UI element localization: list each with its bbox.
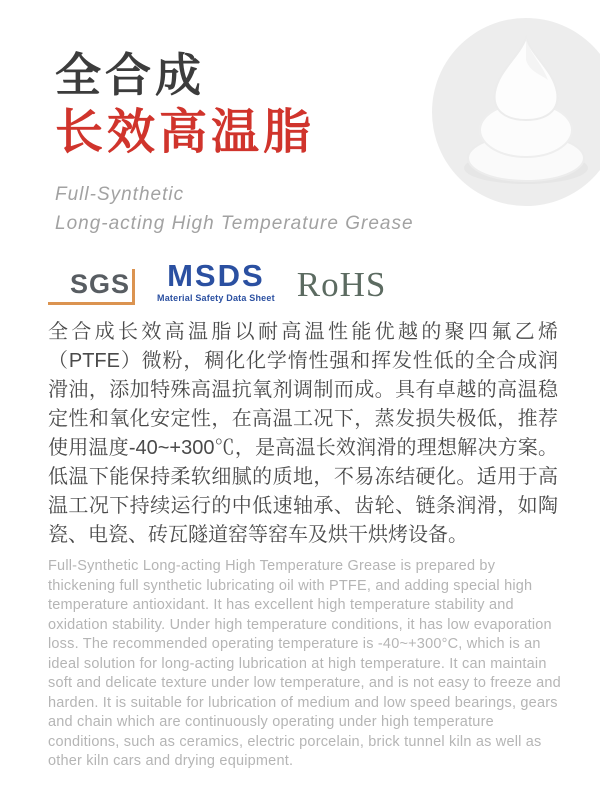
msds-caption: Material Safety Data Sheet	[157, 293, 275, 303]
product-photo	[432, 18, 600, 206]
msds-logo	[157, 260, 275, 305]
product-title-line2: 长效高温脂	[55, 106, 316, 159]
description-chinese: 全合成长效高温脂以耐高温性能优越的聚四氟乙烯（PTFE）微粉，稠化化学惰性强和挥发性低的全合成润滑油，添加特殊高温抗氧剂调制而成。具有卓越的高温稳定性和氧化安定性，在高温工况下，蒸发损失极低，推荐使用温度-40~+300℃，是高温长效润滑的理想解决方案。低温下能保持柔软细腻的质地，不易冻结硬化。适用于高温工况下持续运行的中低速轴承、齿轮、链条润滑，如陶瓷、电瓷、砖瓦隧道窑等窑车及烘干烘烤设备。	[48, 321, 558, 546]
product-title	[55, 46, 315, 162]
product-title-line1: 全合成	[55, 49, 205, 101]
grease-dollop-icon	[460, 30, 592, 188]
subtitle-line1: Full-Synthetic	[55, 184, 185, 205]
msds-label: MSDS	[167, 258, 265, 293]
rohs-label: RoHS	[296, 265, 387, 304]
sgs-label: SGS	[70, 269, 131, 299]
product-subtitle-english	[55, 180, 414, 238]
certification-logos	[48, 260, 386, 305]
description-english: Full-Synthetic Long-acting High Temperature Grease is prepared by thickening full synthetic lubricating oil with PTFE, and adding special high temperature antioxidant. It has excellent high temperature stability and oxidation stability. Under high temperature conditions, it has low evaporation loss. The recommended operating temperature is -40~+300°C, which is an ideal solution for long-acting lubrication at high temperature. It can maintain soft and delicate texture under low temperature, and is not easy to freeze and harden. It is suitable for lubrication of medium and low speed bearings, gears and chain which are continuously operating under high temperature conditions, such as ceramics, electric porcelain, brick tunnel kiln as well as other kiln cars and drying equipment.	[48, 558, 561, 769]
subtitle-line2: Long-acting High Temperature Grease	[55, 213, 414, 234]
rohs-logo	[297, 267, 387, 305]
sgs-logo	[48, 271, 135, 305]
